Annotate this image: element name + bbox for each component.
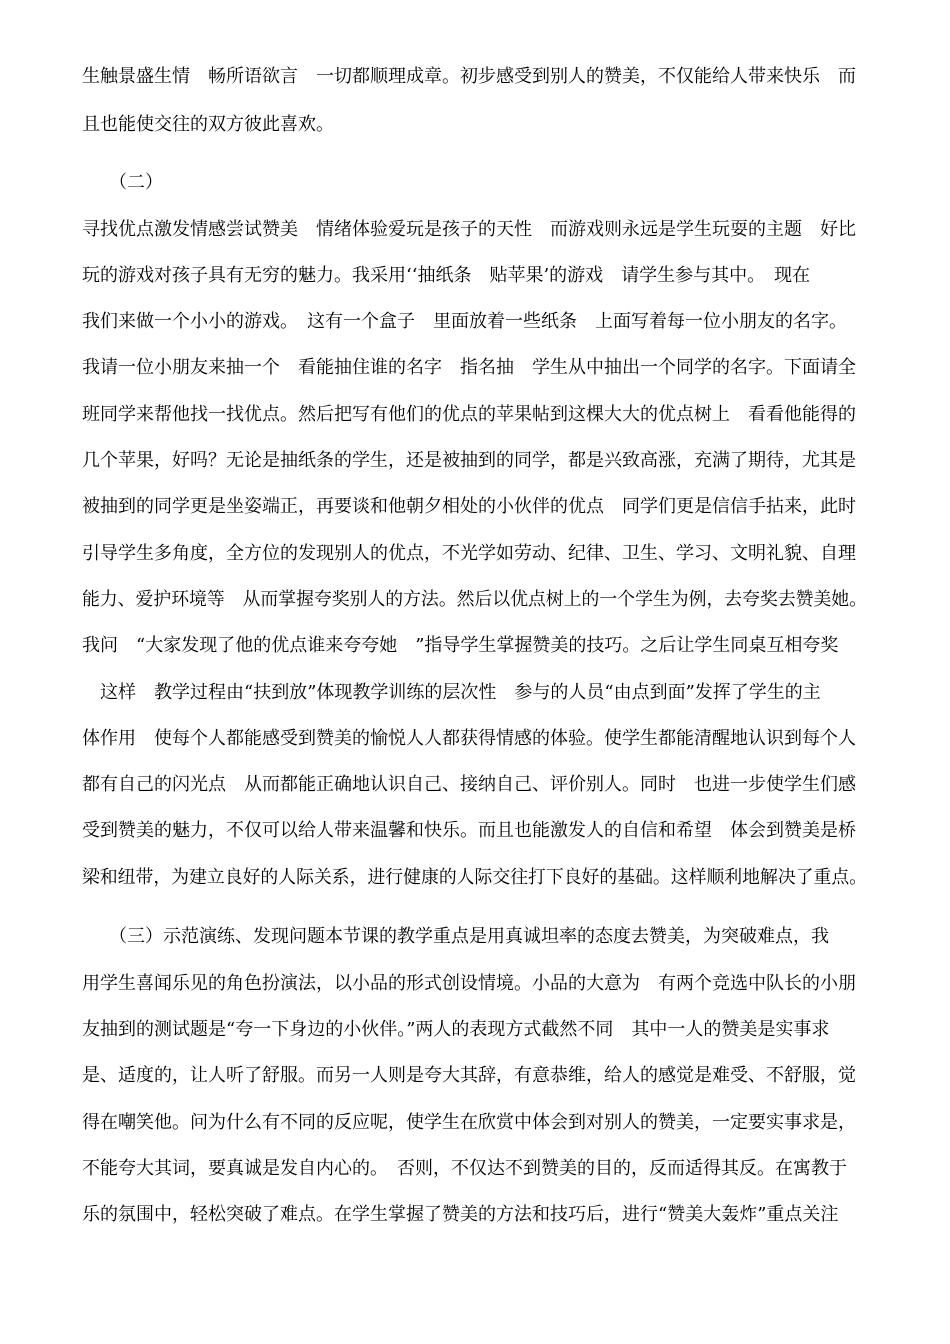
text-line: 寻找优点激发情感尝试赞美 情绪体验爱玩是孩子的天性 而游戏则永远是学生玩耍的主题 好比 xyxy=(82,219,856,240)
text-line: 是、适度的，让人听了舒服。而另一人则是夸大其辞，有意恭维，给人的感觉是难受、不舒服，觉 xyxy=(82,1065,856,1086)
text-line: 我请一位小朋友来抽一个 看能抽住谁的名字 指名抽 学生从中抽出一个同学的名字。下面请全 xyxy=(82,357,856,378)
text-line: 友抽到的测试题是“夸一下身边的小伙伴。”两人的表现方式截然不同 其中一人的赞美是实事求 xyxy=(82,1019,830,1040)
text-line: 梁和纽带，为建立良好的人际关系，进行健康的人际交往打下良好的基础。这样顺利地解决了重点。 xyxy=(82,867,868,888)
text-line: 引导学生多角度，全方位的发现别人的优点，不光学如劳动、纪律、卫生、学习、文明礼貌、自理 xyxy=(82,543,856,564)
text-line: 班同学来帮他找一找优点。然后把写有他们的优点的苹果帖到这棵大大的优点树上 看看他能得的 xyxy=(82,404,856,425)
text-line: 玩的游戏对孩子具有无穷的魅力。我采用‘‘抽纸条 贴苹果’的游戏 请学生参与其中。 现在 xyxy=(82,265,811,286)
text-line: 能力、爱护环境等 从而掌握夸奖别人的方法。然后以优点树上的一个学生为例，去夸奖去赞美她。 xyxy=(82,589,868,610)
text-line: 被抽到的同学更是坐姿端正，再要谈和他朝夕相处的小伙伴的优点 同学们更是信信手拈来，此时 xyxy=(82,496,856,517)
text-line: 不能夸大其词，要真诚是发自内心的。 否则，不仅达不到赞美的目的，反而适得其反。在寓教于 xyxy=(82,1158,847,1179)
text-line: 体作用 使每个人都能感受到赞美的愉悦人人都获得情感的体验。使学生都能清醒地认识到每个人 xyxy=(82,728,856,749)
text-line: 我们来做一个小小的游戏。 这有一个盒子 里面放着一些纸条 上面写着每一位小朋友的名字。 xyxy=(82,311,847,332)
text-line: 得在嘲笑他。问为什么有不同的反应呢，使学生在欣赏中体会到对别人的赞美，一定要实事求是， xyxy=(82,1112,856,1133)
text-line: （三）示范演练、发现问题本节课的教学重点是用真诚坦率的态度去赞美，为突破难点，我 xyxy=(82,926,829,947)
text-line: 生触景盛生情 畅所语欲言 一切都顺理成章。初步感受到别人的赞美，不仅能给人带来快乐 而 xyxy=(82,66,856,87)
text-line: 这样 教学过程由“扶到放”体现教学训练的层次性 参与的人员“由点到面”发挥了学生的主 xyxy=(82,682,821,703)
text-line: 我问 “大家发现了他的优点谁来夸夸她 ”指导学生掌握赞美的技巧。之后让学生同桌互相夸奖 xyxy=(82,635,839,656)
text-line: 且也能使交往的双方彼此喜欢。 xyxy=(82,114,334,135)
section-heading: （二） xyxy=(82,172,163,193)
text-line: 都有自己的闪光点 从而都能正确地认识自己、接纳自己、评价别人。同时 也进一步使学生们感 xyxy=(82,774,856,795)
text-line: 受到赞美的魅力，不仅可以给人带来温馨和快乐。而且也能激发人的自信和希望 体会到赞美是桥 xyxy=(82,820,856,841)
text-line: 乐的氛围中，轻松突破了难点。在学生掌握了赞美的方法和技巧后，进行“赞美大轰炸”重点关注 xyxy=(82,1204,839,1225)
text-line: 几个苹果，好吗？无论是抽纸条的学生，还是被抽到的同学，都是兴致高涨，充满了期待，尤其是 xyxy=(82,450,856,471)
text-line: 用学生喜闻乐见的角色扮演法，以小品的形式创设情境。小品的大意为 有两个竞选中队长的小朋 xyxy=(82,973,856,994)
